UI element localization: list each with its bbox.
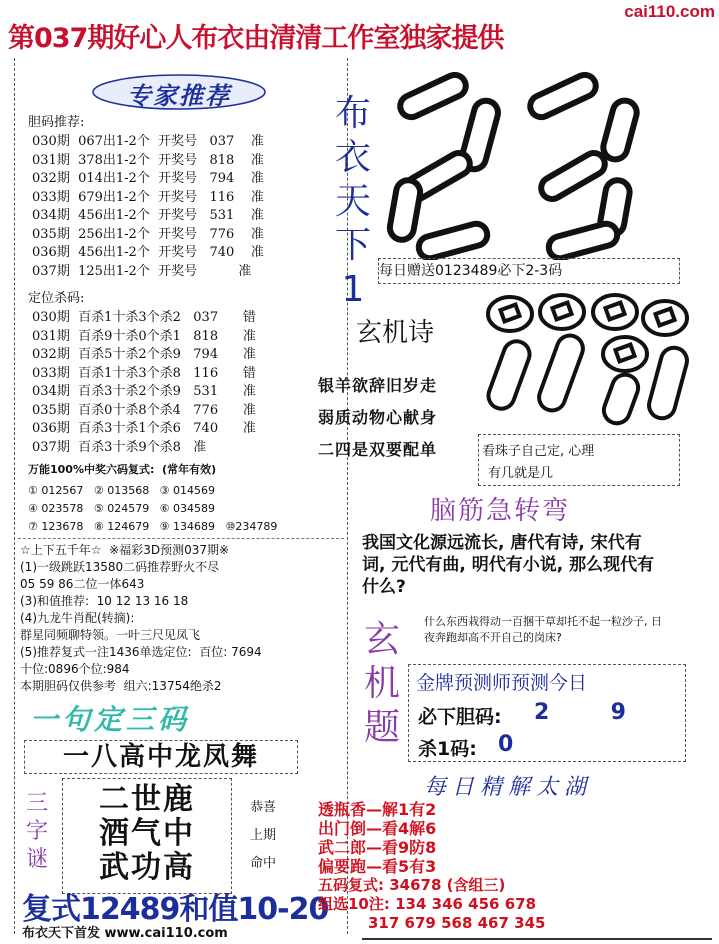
gold-title: 金牌预测师预测今日 [416, 672, 588, 694]
kill-title: 定位杀码: [28, 291, 85, 306]
riddle-answer: 武功高 [99, 850, 195, 885]
kill-row: 034期 百杀3十杀2个杀9 531 准 [32, 384, 256, 399]
poem-lines [318, 370, 437, 466]
congrats-word: 命中 [250, 856, 277, 871]
bead-note-frame [478, 434, 680, 486]
dan-row: 034期 456出1-2个 开奖号 531 准 [32, 208, 264, 223]
poem-title: 玄机诗 [356, 318, 435, 348]
kill-row: 031期 百杀9十杀0个杀1 818 准 [32, 328, 256, 344]
poem-line: 二四是双要配单 [318, 440, 438, 459]
taihu-line: 五码复式: 34678 (含组三) [318, 876, 506, 894]
expert-banner-text: 专家推荐 [127, 82, 231, 110]
xuanji-label: 玄机题 [363, 619, 400, 748]
forecast-line: 群星同频聊特领。一叶三尺见凤飞 [20, 628, 201, 642]
riddle-answer: 酒气中 [99, 816, 195, 851]
kill-row: 030期 百杀1十杀3个杀2 037 错 [32, 310, 256, 325]
taihu-line: 偏要跑—看5有3 [318, 857, 437, 876]
forecast-line: (3)和值推荐: 10 12 13 16 18 [20, 594, 189, 608]
gold-kill-value: 0 [498, 732, 514, 757]
kill-row: 035期 百杀0十杀8个杀4 776 准 [32, 402, 256, 418]
kill-row: 036期 百杀3十杀1个杀6 740 准 [32, 421, 256, 436]
taihu-line: 出门倒—看4解6 [318, 819, 437, 838]
dan-row: 030期 067出1-2个 开奖号 037 准 [32, 134, 264, 149]
gold-dan-values: 2 9 [534, 700, 626, 725]
buyi-vertical: 布衣天下1 [334, 93, 371, 310]
poem-line: 弱质动物心献身 [318, 408, 438, 427]
gold-dan-label: 必下胆码: [418, 706, 502, 728]
congrats-word: 上期 [250, 828, 277, 843]
taihu-line: 组选10注: 134 346 456 678 [318, 895, 537, 913]
riddle-answer: 二世鹿 [99, 782, 195, 817]
brain-text: 我国文化源远流长, 唐代有诗, 宋代有词, 元代有曲, 明代有小说, 那么现代有什么? [362, 533, 655, 597]
forecast-block [20, 542, 262, 695]
page-title: 第037期好心人布衣由清清工作室独家提供 [8, 23, 504, 54]
combo-list [28, 482, 277, 536]
bottom-divider [362, 938, 712, 940]
taihu-line: 武二郎—看9防8 [318, 838, 437, 857]
combo-row: ① 012567 ② 013568 ③ 014569 [28, 484, 216, 497]
poem-line: 银羊欲辞旧岁走 [318, 376, 438, 395]
dan-row: 033期 679出1-2个 开奖号 116 准 [32, 189, 264, 205]
dan-table [32, 133, 264, 281]
combo-row: ④ 023578 ⑤ 024579 ⑥ 034589 [28, 502, 216, 515]
bead-note-1: 看珠子自己定, 心理 [482, 444, 595, 459]
forecast-line: (5)推荐复式一注1436单选定位: 百位: 7694 [20, 645, 262, 659]
taihu-block [318, 800, 545, 933]
dan-row: 032期 014出1-2个 开奖号 794 准 [32, 171, 264, 186]
kill-row: 033期 百杀1十杀3个杀8 116 错 [32, 365, 256, 381]
coins-graphic [480, 292, 700, 432]
dan-row: 036期 456出1-2个 开奖号 740 准 [32, 245, 264, 260]
big-digits-graphic [378, 60, 678, 260]
taihu-title: 每日精解太湖 [424, 775, 593, 800]
daily-gift-box: 每日赠送0123489必下2-3码 [378, 258, 680, 284]
dan-title: 胆码推荐: [28, 115, 85, 130]
forecast-line: 十位:0896个位:984 [20, 662, 130, 676]
taihu-line: 317 679 568 467 345 [368, 914, 546, 932]
kill-row: 037期 百杀3十杀9个杀8 准 [32, 439, 207, 455]
forecast-line: ☆上下五千年☆ ※福彩3D预测037期※ [20, 543, 230, 557]
bead-note-2: 有几就是几 [488, 466, 554, 481]
kill-row: 032期 百杀5十杀2个杀9 794 准 [32, 347, 256, 362]
divider [18, 538, 344, 539]
combo-title: 万能100%中奖六码复式: (常年有效) [28, 463, 217, 476]
combo-row: ⑦ 123678 ⑧ 124679 ⑨ 134689 ⑩234789 [28, 520, 278, 533]
one-sentence-banner: 一句定三码 [30, 703, 191, 736]
congrats-stack [250, 794, 276, 878]
taihu-line: 透瓶香—解1有2 [318, 800, 437, 819]
gold-kill-label: 杀1码: [418, 738, 477, 760]
brain-title: 脑筋急转弯 [430, 496, 571, 526]
one-sentence-line: 一八高中龙凤舞 [24, 740, 298, 774]
dan-row: 031期 378出1-2个 开奖号 818 准 [32, 152, 264, 168]
fushi-line: 复式12489和值10-20 [22, 892, 329, 927]
forecast-line: 本期胆码仅供参考 组六:13754绝杀2 [20, 679, 222, 693]
riddle-label: 三字谜 [25, 791, 48, 872]
footer: 布衣天下首发 www.cai110.com [22, 926, 228, 941]
forecast-line: 05 59 86二位一体643 [20, 577, 145, 591]
dan-row: 037期 125出1-2个 开奖号 准 [32, 263, 252, 279]
riddle-answers [62, 778, 232, 894]
forecast-line: (1)一级跳跃13580二码推荐野火不尽 [20, 560, 220, 574]
forecast-line: (4)九龙牛肖配(转摘): [20, 611, 135, 625]
site-watermark: cai110.com [624, 2, 715, 21]
xuanji-question: 什么东西栽得动一百捆干草却托不起一粒沙子, 日夜奔跑却高不开自己的岗床? [424, 615, 662, 644]
kill-table [32, 309, 256, 457]
dan-row: 035期 256出1-2个 开奖号 776 准 [32, 226, 264, 242]
expert-banner [90, 72, 268, 112]
congrats-word: 恭喜 [250, 800, 277, 815]
